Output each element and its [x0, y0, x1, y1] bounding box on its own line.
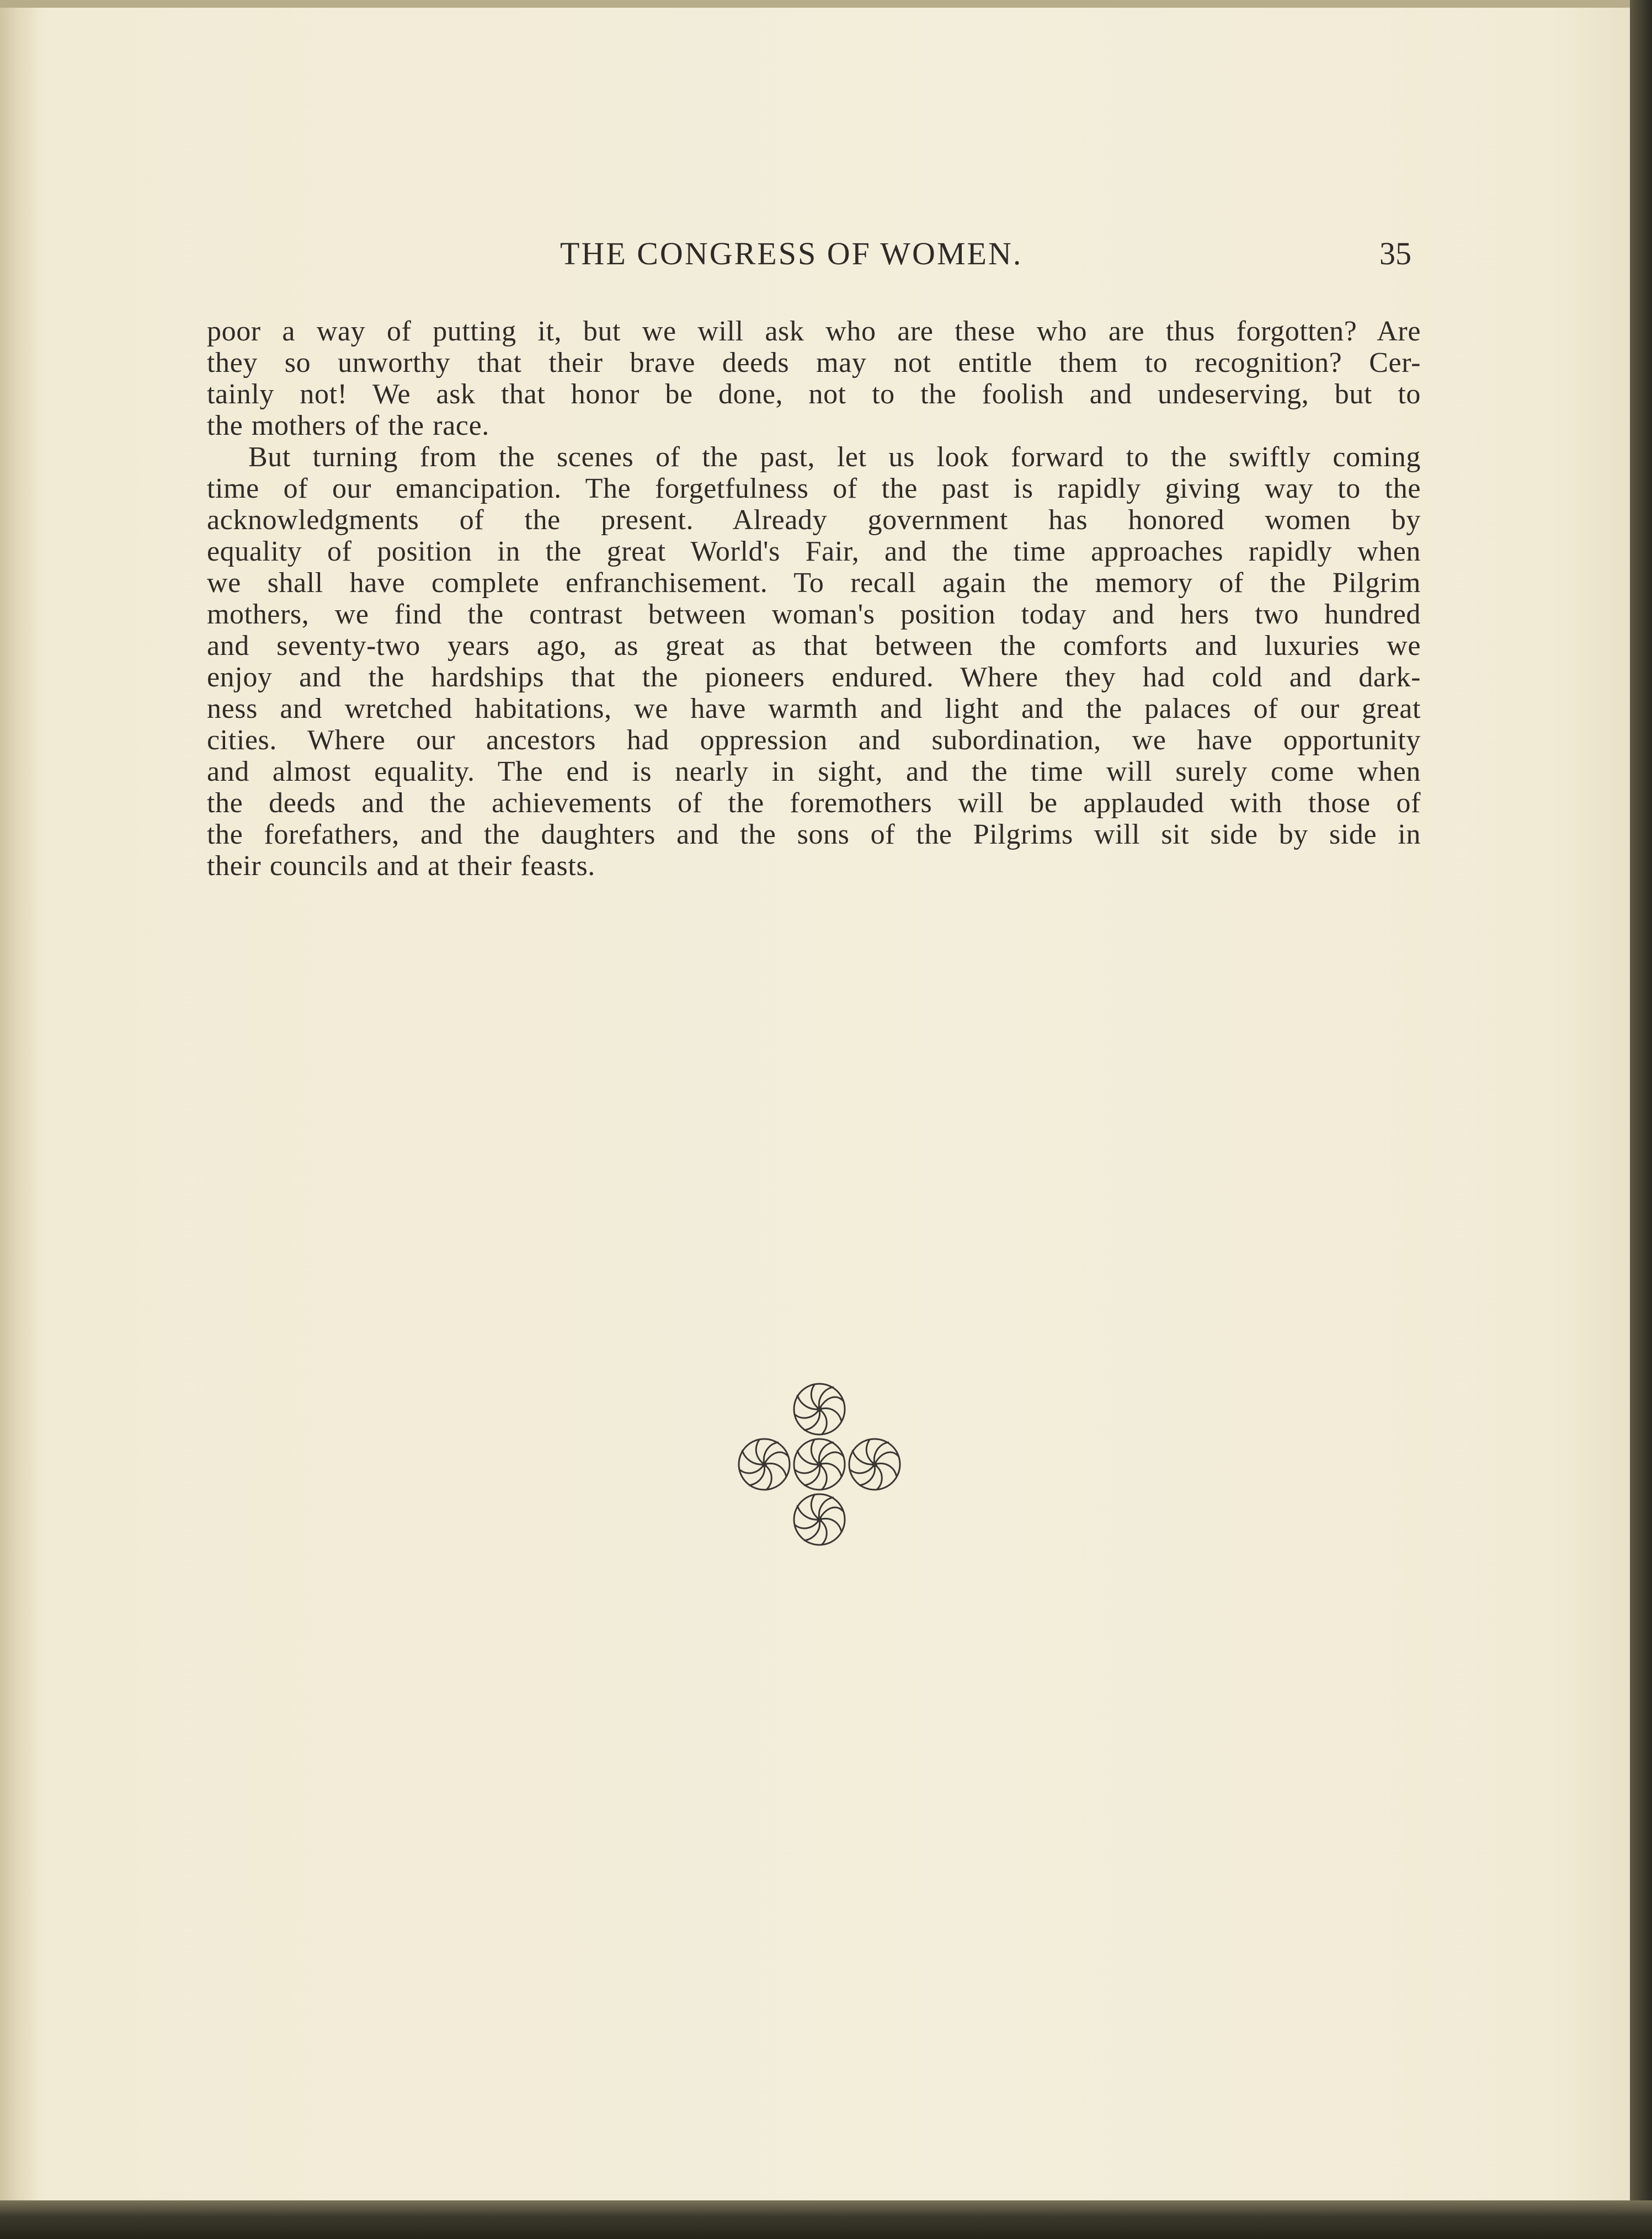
page-right-edge [1630, 0, 1652, 2239]
text-line: time of our emancipation. The forgetfulness of the past is rapidly giving way to the [207, 473, 1421, 504]
text-line: and seventy-two years ago, as great as that between the comforts and luxuries we [207, 630, 1421, 662]
paragraph-2 [207, 441, 1421, 882]
text-line: equality of position in the great World's Fair, and the time approaches rapidly when [207, 536, 1421, 567]
text-line: the mothers of the race. [207, 410, 489, 441]
rosette-top-icon [794, 1384, 845, 1435]
rosette-center-icon [794, 1439, 845, 1490]
text-line: poor a way of putting it, but we will ask who are these who are thus forgotten? Are [207, 316, 1421, 347]
page-bottom-edge [0, 2200, 1652, 2239]
text-line: acknowledgments of the present. Already government has honored women by [207, 504, 1421, 536]
page-number: 35 [1379, 236, 1411, 271]
text-line: ness and wretched habitations, we have warmth and light and the palaces of our great [207, 693, 1421, 724]
text-line: the forefathers, and the daughters and the sons of the Pilgrims will sit side by side in [207, 819, 1421, 850]
text-line: cities. Where our ancestors had oppression and subordination, we have opportunity [207, 724, 1421, 756]
text-line: and almost equality. The end is nearly in sight, and the time will surely come when [207, 756, 1421, 787]
text-line: we shall have complete enfranchisement. To recall again the memory of the Pilgrim [207, 567, 1421, 599]
text-line: they so unworthy that their brave deeds may not entitle them to recognition? Cer- [207, 347, 1421, 379]
rosette-bottom-icon [794, 1494, 845, 1545]
running-title: THE CONGRESS OF WOMEN. [560, 236, 1023, 271]
text-line: tainly not! We ask that honor be done, not to the foolish and undeserving, but to [207, 379, 1421, 410]
page-gutter-shadow [0, 8, 39, 2203]
body-text [207, 316, 1421, 882]
text-line: But turning from the scenes of the past, let us look forward to the swiftly coming [248, 441, 1421, 473]
text-line: the deeds and the achievements of the foremothers will be applauded with those of [207, 787, 1421, 819]
text-line: their councils and at their feasts. [207, 850, 595, 882]
rosette-left-icon [739, 1439, 790, 1490]
paragraph-1 [207, 316, 1421, 441]
rosette-cluster-icon [728, 1379, 910, 1550]
text-line: mothers, we find the contrast between woman's position today and hers two hundred [207, 599, 1421, 630]
rosette-right-icon [849, 1439, 900, 1490]
text-line: enjoy and the hardships that the pioneers endured. Where they had cold and dark- [207, 662, 1421, 693]
